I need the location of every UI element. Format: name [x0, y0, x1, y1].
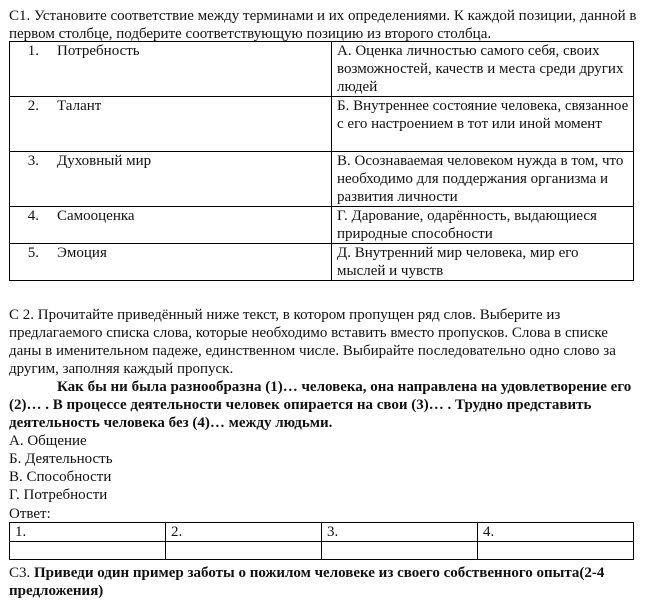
term-number: 5.: [27, 245, 39, 261]
matching-table: [9, 41, 634, 281]
answer-cell-label: 1.: [10, 523, 166, 542]
definition-cell: А. Оценка личностью самого себя, своих возможностей, качеств и места среди других людей: [332, 42, 634, 97]
term-label: Самооценка: [57, 208, 135, 224]
term-cell: [10, 244, 332, 281]
term-label: Духовный мир: [57, 153, 152, 169]
answer-input-cell[interactable]: [166, 542, 322, 560]
option-item: А. Общение: [9, 433, 87, 449]
term-number: 3.: [27, 153, 39, 169]
term-cell: [10, 97, 332, 152]
answer-input-cell[interactable]: [478, 542, 634, 560]
c2-intro: С 2. Прочитайте приведённый ниже текст, в котором пропущен ряд слов. Выберите из предлагаемого списка слова, которые необходимо вставить вместо пропусков. Слова в списке даны в именительном падеже, единственном числе. Выбирайте последовательно одно слово за другим, заполняя каждый пропуск.: [9, 307, 616, 377]
option-item: В. Способности: [9, 469, 112, 485]
term-label: Эмоция: [57, 245, 107, 261]
definition-cell: Д. Внутренний мир человека, мир его мыслей и чувств: [332, 244, 634, 281]
answer-cell-label: 2.: [166, 523, 322, 542]
c2-text: Как бы ни была разнообразна (1)… человека, она направлена на удовлетворение его (2)… . В процессе деятельности человек опирается на свои (3)… . Трудно представить деятельность человека без (4)… между людьми.: [9, 379, 632, 431]
table-row: [10, 97, 634, 152]
answer-header-row: [10, 523, 634, 542]
c3-text: Приведи один пример заботы о пожилом человеке из своего собственного опыта(2-4 предложения): [9, 565, 605, 599]
term-number: 4.: [27, 208, 39, 224]
term-cell: [10, 42, 332, 97]
definition-cell: Г. Дарование, одарённость, выдающиеся природные способности: [332, 207, 634, 244]
answer-cell-label: 3.: [322, 523, 478, 542]
answer-table: [9, 522, 634, 560]
table-row: [10, 244, 634, 281]
option-item: Г. Потребности: [9, 487, 108, 503]
answer-cell-label: 4.: [478, 523, 634, 542]
table-row: [10, 42, 634, 97]
term-cell: [10, 152, 332, 207]
answer-input-cell[interactable]: [10, 542, 166, 560]
table-row: [10, 152, 634, 207]
c3-question: [9, 564, 641, 600]
options-list: [9, 432, 641, 504]
definition-cell: В. Осознаваемая человеком нужда в том, что необходимо для поддержания организма и развития личности: [332, 152, 634, 207]
term-number: 2.: [27, 98, 39, 114]
term-label: Потребность: [57, 43, 140, 59]
term-cell: [10, 207, 332, 244]
answer-input-row: [10, 542, 634, 560]
definition-cell: Б. Внутреннее состояние человека, связанное с его настроением в тот или иной момент: [332, 97, 634, 152]
answer-input-cell[interactable]: [322, 542, 478, 560]
term-label: Талант: [57, 98, 102, 114]
c1-intro: С1. Установите соответствие между терминами и их определениями. К каждой позиции, данной в первом столбце, подберите соответствующую позицию из второго столбца.: [9, 8, 637, 42]
c3-prefix: С3.: [9, 565, 35, 581]
answer-label: Ответ:: [9, 506, 51, 522]
option-item: Б. Деятельность: [9, 451, 113, 467]
term-number: 1.: [27, 43, 39, 59]
table-row: [10, 207, 634, 244]
